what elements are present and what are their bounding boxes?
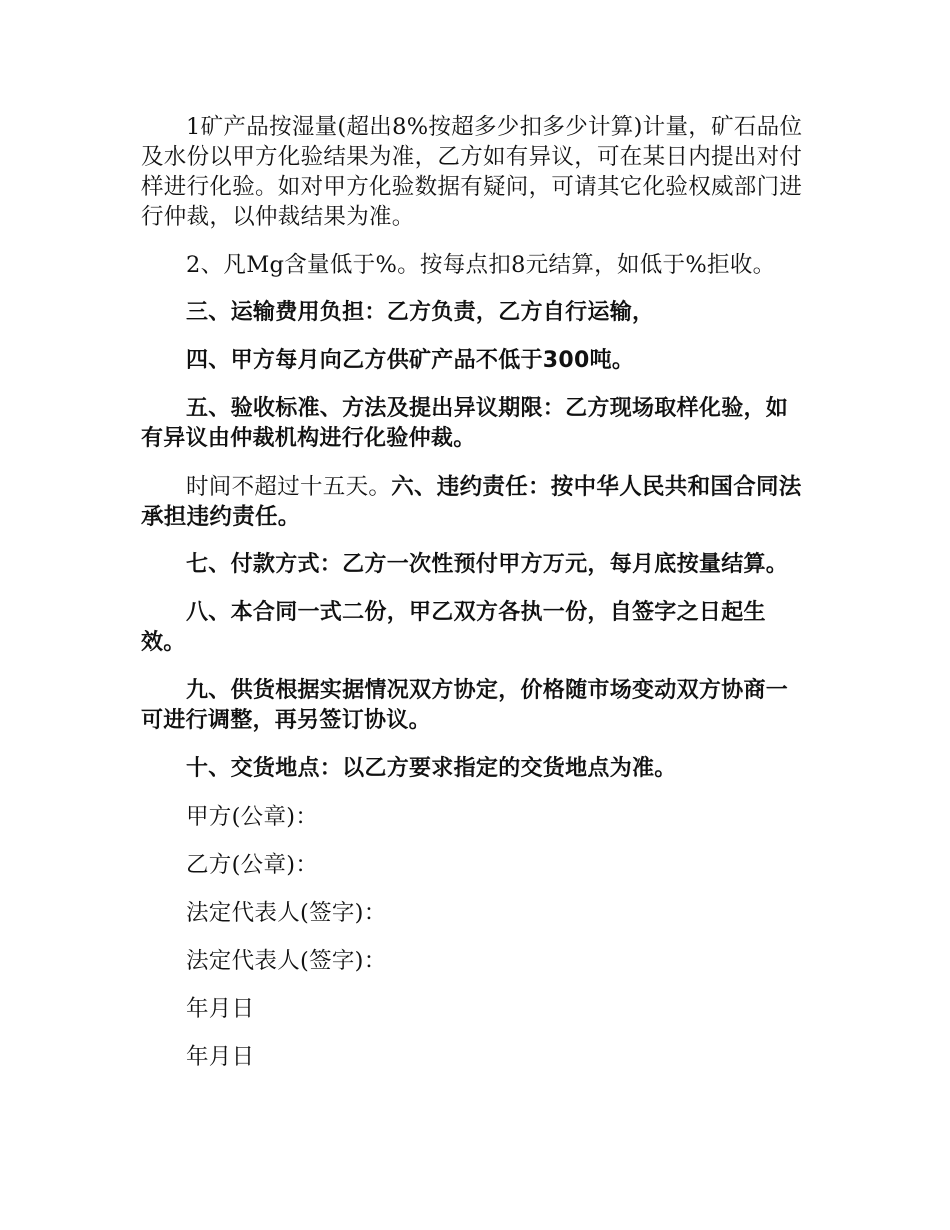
clause-acceptance-standard: 五、验收标准、方法及提出异议期限：乙方现场取样化验，如有异议由仲裁机构进行化验仲裁。 [141, 396, 789, 451]
breach-liability-text: 六、违约责任：按中华人民共和国合同法承担违约责任。 [141, 474, 802, 530]
legal-rep-a-signature: 法定代表人(签字)： [186, 900, 387, 926]
clause-measurement: 1矿产品按湿量(超出8%按超多少扣多少计算)计量，矿石品位及水份以甲方化验结果为准，乙方如有异议，可在某日内提出对付样进行化验。如对甲方化验数据有疑问，可请其它化验权威部门进行仲裁，以仲裁结果为准。 [141, 114, 803, 230]
objection-period-text: 时间不超过十五天。 [186, 474, 392, 500]
clause-price-adjustment: 九、供货根据实据情况双方协定，价格随市场变动双方协商一可进行调整，再另签订协议。 [141, 678, 789, 733]
clause-breach-liability [141, 472, 809, 532]
clause-payment-method: 七、付款方式：乙方一次性预付甲方万元，每月底按量结算。 [186, 552, 789, 577]
legal-rep-b-signature: 法定代表人(签字)： [186, 948, 387, 974]
party-a-seal: 甲方(公章)： [186, 804, 319, 830]
clause-transport-cost: 三、运输费用负担：乙方负责，乙方自行运输， [186, 300, 655, 325]
contract-page [141, 112, 809, 1090]
party-b-seal: 乙方(公章)： [186, 852, 319, 878]
date-a: 年月日 [186, 996, 255, 1022]
date-b: 年月日 [186, 1044, 255, 1070]
clause-monthly-supply: 四、甲方每月向乙方供矿产品不低于300吨。 [186, 348, 635, 373]
clause-delivery-location: 十、交货地点：以乙方要求指定的交货地点为准。 [186, 756, 677, 781]
clause-mg-content: 2、凡Mg含量低于%。按每点扣8元结算，如低于%拒收。 [186, 252, 776, 278]
clause-copies: 八、本合同一式二份，甲乙双方各执一份，自签字之日起生效。 [141, 600, 766, 655]
